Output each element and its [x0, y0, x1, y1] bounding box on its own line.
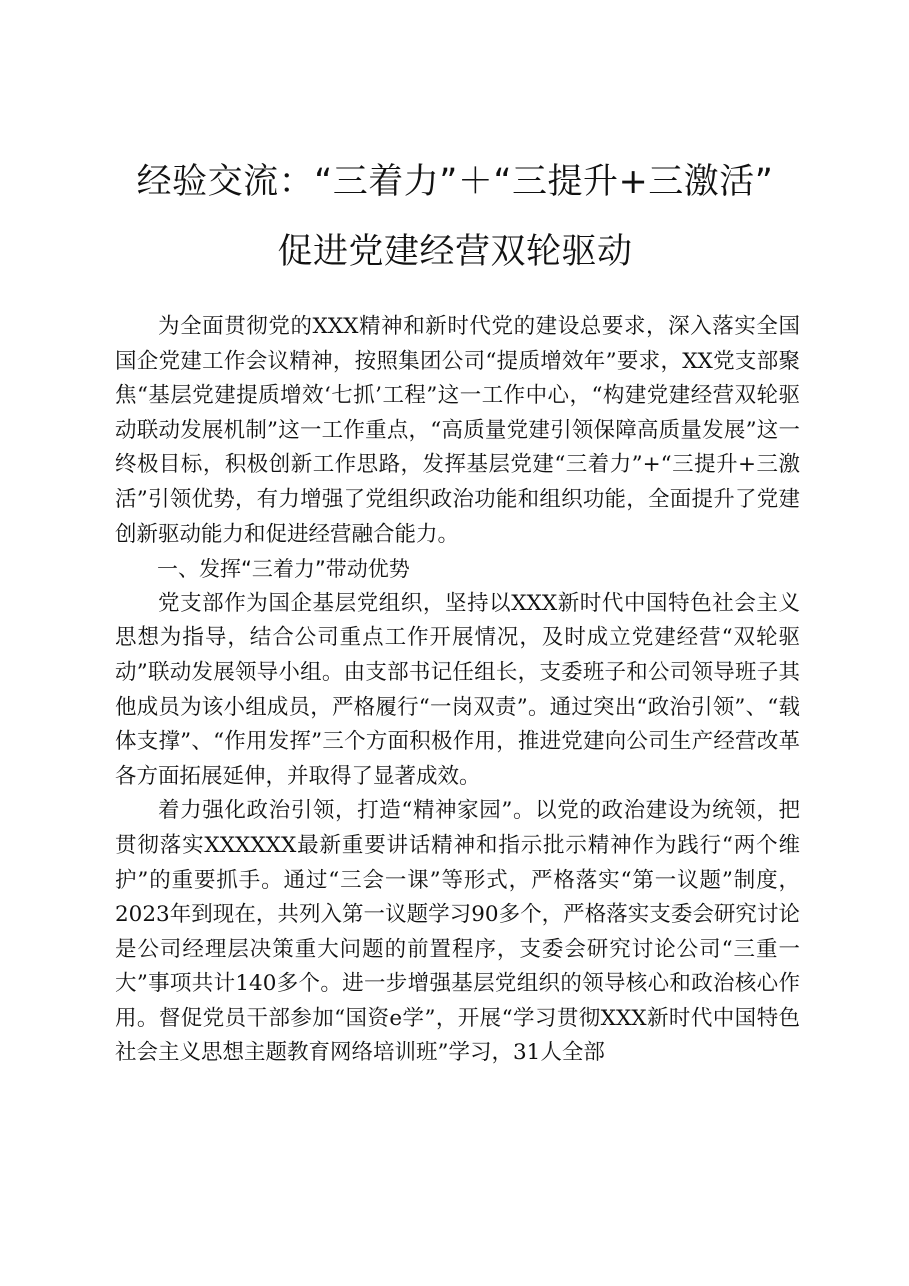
- document-title-line-2: 促进党建经营双轮驱动: [277, 232, 633, 272]
- intro-paragraph: 为全面贯彻党的XXX精神和新时代党的建设总要求，深入落实全国国企党建工作会议精神，按照集团公司“提质增效年”要求，XX党支部聚焦“基层党建提质增效‘七抓’工程”这一工作中心，“构建党建经营双轮驱动联动发展机制”这一工作重点，“高质量党建引领保障高质量发展”这一终极目标，积极创新工作思路，发挥基层党建“三着力”+“三提升+三激活”引领优势，有力增强了党组织政治功能和组织功能，全面提升了党建创新驱动能力和促进经营融合能力。: [115, 314, 800, 547]
- document-title-line-1: 经验交流：“三着力”＋“三提升+三激活”: [136, 162, 774, 202]
- body-paragraph: 党支部作为国企基层党组织，坚持以XXX新时代中国特色社会主义思想为指导，结合公司重点工作开展情况，及时成立党建经营“双轮驱动”联动发展领导小组。由支部书记任组长，支委班子和公司领导班子其他成员为该小组成员，严格履行“一岗双责”。通过突出“政治引领”、“载体支撑”、“作用发挥”三个方面积极作用，推进党建向公司生产经营改革各方面拓展延伸，并取得了显著成效。: [115, 590, 800, 789]
- section-heading: 一、发挥“三着力”带动优势: [157, 557, 410, 582]
- document-body: [115, 310, 800, 1071]
- body-paragraph: 着力强化政治引领，打造“精神家园”。以党的政治建设为统领，把贯彻落实XXXXXX最新重要讲话精神和指示批示精神作为践行“两个维护”的重要抓手。通过“三会一课”等形式，严格落实“第一议题”制度，2023年到现在，共列入第一议题学习90多个，严格落实支委会研究讨论是公司经理层决策重大问题的前置程序，支委会研究讨论公司“三重一大”事项共计140多个。进一步增强基层党组织的领导核心和政治核心作用。督促党员干部参加“国资e学”，开展“学习贯彻XXX新时代中国特色社会主义思想主题教育网络培训班”学习，31人全部: [115, 798, 800, 1066]
